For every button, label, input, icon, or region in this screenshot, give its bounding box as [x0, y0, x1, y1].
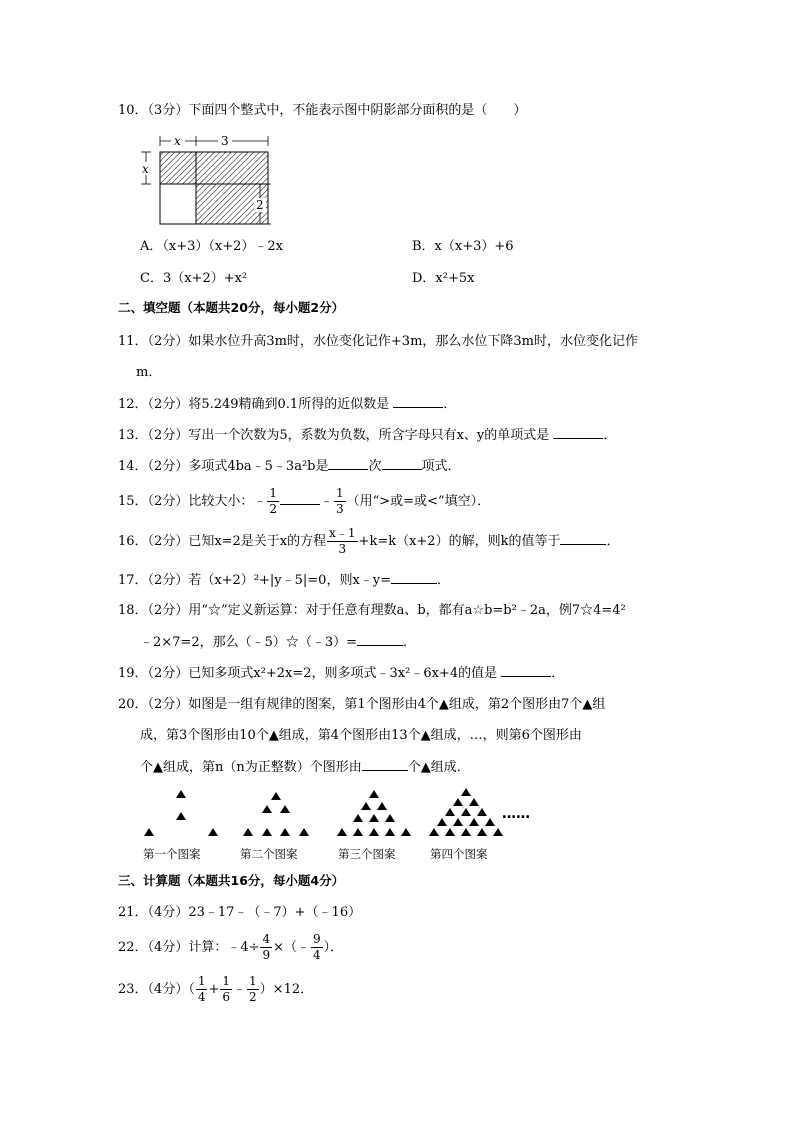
q22-frac2-den: 4	[313, 948, 321, 962]
q23-plus: +	[208, 982, 220, 997]
q15-fraction-1	[267, 486, 279, 517]
q10-option-c[interactable]: C．3（x+2）+x²	[140, 271, 248, 286]
triangle-mark	[369, 828, 379, 836]
q20-caption-1: 第一个图案	[143, 847, 201, 861]
q15-frac2-num: 1	[335, 486, 344, 500]
q15-frac2-den: 3	[335, 502, 344, 516]
section-3-heading: 三、计算题（本题共16分，每小题4分）	[118, 873, 345, 888]
triangle-mark	[208, 828, 218, 836]
triangle-mark	[437, 818, 447, 826]
q16-frac-den: 3	[338, 542, 347, 556]
q13	[118, 426, 616, 445]
q15-mid: ﹣	[319, 494, 333, 509]
q12	[118, 395, 456, 414]
q10-figure-label-x-top: x	[174, 134, 181, 148]
q23-end: ）×12．	[259, 982, 314, 997]
q10-option-b[interactable]: B．x（x+3）+6	[412, 239, 514, 254]
triangle-mark	[299, 828, 309, 836]
triangle-mark	[144, 828, 154, 836]
q14-end: 项式．	[421, 459, 461, 474]
triangle-mark	[445, 828, 455, 836]
triangle-mark	[243, 828, 253, 836]
triangle-mark	[461, 828, 471, 836]
q14-text: 14．（2分）多项式4ba﹣5﹣3a²b是	[118, 459, 329, 474]
triangle-mark	[461, 788, 471, 796]
triangle-mark	[385, 814, 395, 822]
triangle-mark	[453, 818, 463, 826]
q15-answer-blank[interactable]	[280, 492, 320, 505]
q15-frac1-den: 2	[269, 502, 277, 516]
q21: 21．（4分）23﹣17﹣（﹣7）+（﹣16）	[118, 905, 362, 920]
q23-fraction-1	[196, 974, 208, 1005]
triangle-mark	[369, 814, 379, 822]
q23-frac3-den: 2	[249, 990, 257, 1004]
q17-answer-blank[interactable]	[391, 571, 437, 584]
q22-frac1-num: 4	[262, 932, 271, 946]
triangle-mark	[453, 798, 463, 806]
q20-text-3: 个▲组成，第n（n为正整数）个图形由	[140, 760, 362, 775]
q14-degree-blank[interactable]	[328, 457, 368, 470]
q22-mid: ×（﹣	[273, 940, 311, 955]
q15-text: 15．（2分）比较大小：﹣	[118, 494, 267, 509]
q10-figure-label-3: 3	[221, 134, 229, 148]
q19-answer-blank[interactable]	[501, 664, 551, 677]
q14-mid: 次	[368, 459, 382, 474]
q20-caption-3: 第三个图案	[338, 847, 396, 861]
triangle-mark	[280, 805, 290, 813]
q17	[118, 571, 450, 590]
q23-frac2-num: 1	[222, 974, 231, 988]
q16	[118, 526, 619, 558]
q23-frac1-num: 1	[197, 974, 206, 988]
triangle-mark	[445, 808, 455, 816]
triangle-mark	[353, 814, 363, 822]
q22-end: ）．	[323, 940, 344, 955]
q13-end: ．	[603, 428, 617, 443]
triangle-mark	[361, 802, 371, 810]
q15	[118, 486, 490, 518]
q23-minus: ﹣	[233, 982, 247, 997]
q20-continuation-dots: ……	[502, 806, 530, 822]
q15-frac1-num: 1	[269, 486, 277, 500]
section-2-heading: 二、填空题（本题共20分，每小题2分）	[118, 300, 345, 315]
q22-frac2-num: 9	[313, 932, 321, 946]
q16-answer-blank[interactable]	[560, 532, 606, 545]
q10-figure-label-x-side: x	[142, 162, 149, 176]
q18-line-1: 18．（2分）用“☆”定义新运算：对于任意有理数a、b，都有a☆b=b²﹣2a，例7☆4=4²	[118, 603, 626, 618]
q18-end: ．	[403, 635, 417, 650]
q18-line-2	[140, 633, 416, 652]
q13-answer-blank[interactable]	[553, 426, 603, 439]
triangle-mark	[493, 828, 503, 836]
q20-caption-4: 第四个图案	[430, 847, 488, 861]
q11-line-2: m．	[136, 365, 162, 380]
q10-figure-label-2: 2	[256, 198, 264, 212]
q23-frac2-den: 6	[222, 990, 231, 1004]
q20-line-3	[140, 758, 470, 777]
q20-answer-blank[interactable]	[362, 758, 408, 771]
q12-answer-blank[interactable]	[393, 395, 443, 408]
q10-option-a[interactable]: A．（x+3）（x+2）﹣2x	[140, 239, 283, 254]
triangle-mark	[262, 805, 272, 813]
q13-text: 13．（2分）写出一个次数为5，系数为负数，所含字母只有x、y的单项式是	[118, 428, 550, 443]
q20-triangle-patterns	[140, 786, 550, 842]
q12-end: ．	[443, 397, 457, 412]
q23-fraction-2	[220, 974, 232, 1005]
triangle-mark	[469, 798, 479, 806]
q16-fraction	[327, 526, 357, 557]
q23-text: 23．（4分）（	[118, 982, 195, 997]
triangle-mark	[401, 828, 411, 836]
q15-end: （用“>或=或<”填空）．	[346, 494, 491, 509]
q23-fraction-3	[247, 974, 259, 1005]
q16-end: ．	[606, 534, 620, 549]
triangle-mark	[271, 792, 281, 800]
triangle-mark	[369, 790, 379, 798]
q16-mid: +k=k（x+2）的解，则k的值等于	[358, 534, 561, 549]
q19-end: ．	[551, 666, 565, 681]
q18-text-2: ﹣2×7=2，那么（﹣5）☆（﹣3）=	[140, 635, 358, 650]
q22-frac1-den: 9	[262, 948, 271, 962]
triangle-mark	[485, 818, 495, 826]
q16-text: 16．（2分）已知x=2是关于x的方程	[118, 534, 327, 549]
triangle-mark	[353, 828, 363, 836]
triangle-mark	[477, 808, 487, 816]
q19-text: 19．（2分）已知多项式x²+2x=2，则多项式﹣3x²﹣6x+4的值是	[118, 666, 498, 681]
q14	[118, 457, 461, 476]
q17-text: 17．（2分）若（x+2）²+|y﹣5|=0，则x﹣y=	[118, 573, 392, 588]
triangle-mark	[477, 828, 487, 836]
q22-fraction-1	[260, 932, 272, 963]
q22-fraction-2	[311, 932, 323, 963]
triangle-mark	[429, 828, 439, 836]
q22-text: 22．（4分）计算：﹣4÷	[118, 940, 260, 955]
q20-caption-2: 第二个图案	[240, 847, 298, 861]
q20-line-2: 成，第3个图形由10个▲组成，第4个图形由13个▲组成，…，则第6个图形由	[140, 728, 582, 743]
q10-option-d[interactable]: D．x²+5x	[412, 271, 475, 286]
triangle-mark	[262, 828, 272, 836]
q23-frac3-num: 1	[249, 974, 257, 988]
q22	[118, 932, 343, 964]
q19	[118, 664, 564, 683]
triangle-mark	[385, 828, 395, 836]
triangle-mark	[280, 828, 290, 836]
q11-line-1: 11．（2分）如果水位升高3m时，水位变化记作+3m，那么水位下降3m时，水位变化记作	[118, 334, 639, 349]
q14-terms-blank[interactable]	[382, 457, 422, 470]
q20-line-1: 20．（2分）如图是一组有规律的图案，第1个图形由4个▲组成，第2个图形由7个▲组	[118, 697, 606, 712]
q10-area-figure	[138, 132, 278, 232]
q23	[118, 974, 313, 1006]
triangle-mark	[176, 812, 186, 820]
q15-fraction-2	[334, 486, 346, 517]
q16-frac-num: x﹣1	[329, 526, 356, 540]
triangle-mark	[469, 818, 479, 826]
triangle-mark	[337, 828, 347, 836]
q17-end: ．	[437, 573, 451, 588]
q12-text: 12．（2分）将5.249精确到0.1所得的近似数是	[118, 397, 390, 412]
q20-end: 个▲组成．	[407, 760, 470, 775]
q18-answer-blank[interactable]	[357, 633, 403, 646]
q23-frac1-den: 4	[197, 990, 206, 1004]
triangle-mark	[377, 802, 387, 810]
triangle-mark	[176, 790, 186, 798]
triangle-mark	[461, 808, 471, 816]
q10-stem: 10．（3分）下面四个整式中，不能表示图中阴影部分面积的是（ ）	[118, 103, 527, 118]
